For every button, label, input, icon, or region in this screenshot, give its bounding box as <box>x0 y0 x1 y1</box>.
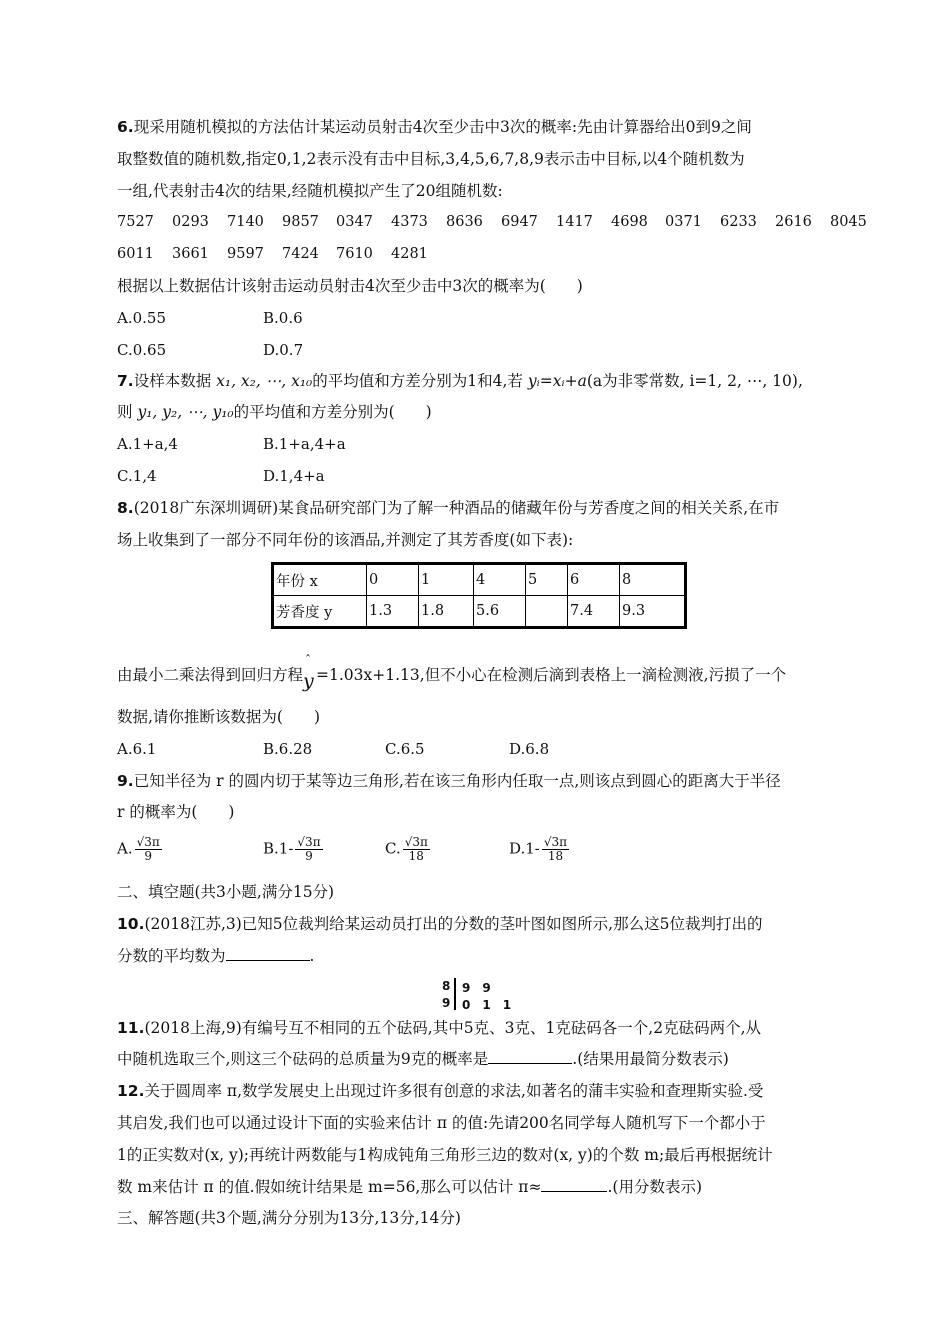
q10-text2: 分数的平均数为 <box>117 947 226 965</box>
numerator: √3π <box>543 835 568 849</box>
random-number: 2616 <box>775 214 812 230</box>
y-hat <box>303 653 316 692</box>
option-label: A. <box>117 839 133 858</box>
q12-line1 <box>117 1081 763 1101</box>
table-cell: 年份 x <box>273 564 367 596</box>
q9-option-a <box>117 836 162 863</box>
q12-text1: 关于圆周率 π,数学发展史上出现过许多很有创意的求法,如著名的蒲丰实验和查理斯实验.受 <box>144 1082 764 1100</box>
section-3-heading: 三、解答题(共3个题,满分分别为13分,13分,14分) <box>117 1209 461 1227</box>
q8-text3: 由最小二乘法得到回归方程 <box>117 666 304 684</box>
random-number: 6947 <box>501 214 538 230</box>
q6-number: 6. <box>117 118 134 136</box>
denominator: 18 <box>547 849 564 863</box>
q6-question: 根据以上数据估计该射击运动员射击4次至少击中3次的概率为( ) <box>117 277 583 295</box>
table-cell: 7.4 <box>568 596 620 628</box>
q8-text3b: =1.03x+1.13,但不小心在检测后滴到表格上一滴检测液,污损了一个 <box>316 666 787 684</box>
q6-line2: 取整数值的随机数,指定0,1,2表示没有击中目标,3,4,5,6,7,8,9表示击中目标,以4个随机数为 <box>117 150 745 168</box>
table-cell: 4 <box>474 564 526 596</box>
numerator: √3π <box>404 835 428 849</box>
q12-number: 12. <box>117 1082 145 1100</box>
numerator: √3π <box>297 835 321 849</box>
random-number: 7610 <box>336 246 373 262</box>
q9-option-c <box>385 836 430 863</box>
q12-line3: 1的正实数对(x, y);再统计两数能与1构成钝角三角形三边的数对(x, y)的个数 m;最后再根据统计 <box>117 1146 773 1164</box>
random-number: 4698 <box>611 214 648 230</box>
q10-end: . <box>309 947 315 965</box>
q8-line1 <box>117 498 779 518</box>
stem-divider <box>454 978 456 1010</box>
table-cell: 1.3 <box>367 596 419 628</box>
q8-line4: 数据,请你推断该数据为( ) <box>117 708 321 726</box>
q6-line3: 一组,代表射击4次的结果,经随机模拟产生了20组随机数: <box>117 182 503 200</box>
q6-text1: 现采用随机模拟的方法估计某运动员射击4次至少击中3次的概率:先由计算器给出0到9之间 <box>133 118 752 136</box>
q7-number: 7. <box>117 372 134 390</box>
answer-blank[interactable] <box>488 1049 572 1064</box>
q7-text: 设样本数据 <box>133 372 217 390</box>
table-cell: 1 <box>419 564 474 596</box>
q8-number: 8. <box>117 499 134 517</box>
table-cell: 8 <box>620 564 686 596</box>
denominator: 9 <box>305 849 313 863</box>
random-number: 9597 <box>227 246 264 262</box>
q12-line4 <box>117 1177 702 1197</box>
q8-option-a: A.6.1 <box>117 740 157 758</box>
q7-vars: x₁, x₂, ⋯, x₁₀ <box>216 372 313 390</box>
fraction <box>135 836 162 863</box>
random-number: 9857 <box>282 214 319 230</box>
fraction <box>403 836 430 863</box>
q12-text4: 数 m来估计 π 的值.假如统计结果是 m=56,那么可以估计 π≈ <box>117 1178 542 1196</box>
table-cell: 0 <box>367 564 419 596</box>
table-row <box>273 564 686 596</box>
q10-number: 10. <box>117 915 145 933</box>
q7-option-c: C.1,4 <box>117 467 157 485</box>
option-label: D.1- <box>509 839 540 858</box>
random-number: 6233 <box>720 214 757 230</box>
q7-option-d: D.1,4+a <box>263 467 325 485</box>
table-cell <box>526 596 568 628</box>
q7-text: (a为非零常数, i=1, 2, ⋯, 10), <box>586 372 803 390</box>
q11-text1: (2018上海,9)有编号互不相同的五个砝码,其中5克、3克、1克砝码各一个,2克砝码两个,从 <box>144 1019 762 1037</box>
random-number: 0293 <box>172 214 209 230</box>
leaf-values: 9 9 <box>462 981 491 995</box>
q11-text2b: .(结果用最简分数表示) <box>572 1050 729 1068</box>
q8-option-b: B.6.28 <box>263 740 313 758</box>
q6-option-a: A.0.55 <box>117 309 166 327</box>
q9-text1: 已知半径为 r 的圆内切于某等边三角形,若在该三角形内任取一点,则该点到圆心的距离大于半径 <box>133 772 781 790</box>
fraction <box>295 836 322 863</box>
option-label: B.1- <box>263 839 294 858</box>
q7-option-a: A.1+a,4 <box>117 435 178 453</box>
denominator: 9 <box>144 849 153 863</box>
table-cell: 6 <box>568 564 620 596</box>
random-number: 6011 <box>117 246 154 262</box>
q12-line2: 其启发,我们也可以通过设计下面的实验来估计 π 的值:先请200名同学每人随机写下一个都小于 <box>117 1114 766 1132</box>
q12-text4b: .(用分数表示) <box>607 1178 702 1196</box>
answer-blank[interactable] <box>226 946 310 961</box>
q9-number: 9. <box>117 772 134 790</box>
q9-option-b <box>263 836 323 863</box>
stem-value: 8 <box>442 979 451 993</box>
q11-line1 <box>117 1018 761 1038</box>
q7-vars: y₁, y₂, ⋯, y₁₀ <box>137 403 234 421</box>
q7-text: 的平均值和方差分别为( ) <box>233 403 432 421</box>
q9-option-d <box>509 836 569 863</box>
stem-value: 9 <box>442 996 451 1010</box>
q11-line2 <box>117 1049 729 1069</box>
table-cell: 5 <box>526 564 568 596</box>
q7-option-b: B.1+a,4+a <box>263 435 346 453</box>
option-label: C. <box>385 839 401 858</box>
random-number: 7140 <box>227 214 264 230</box>
q8-text1: (2018广东深圳调研)某食品研究部门为了解一种酒品的储藏年份与芳香度之间的相关关系,在市 <box>133 499 780 517</box>
leaf-values: 0 1 1 <box>462 998 512 1012</box>
q6-line1 <box>117 117 752 137</box>
random-number: 0347 <box>336 214 373 230</box>
fraction <box>542 836 569 863</box>
q6-option-d: D.0.7 <box>263 341 304 359</box>
table-cell: 1.8 <box>419 596 474 628</box>
y-symbol: y <box>303 670 314 692</box>
q10-text1: (2018江苏,3)已知5位裁判给某运动员打出的分数的茎叶图如图所示,那么这5位裁判打出的 <box>144 915 763 933</box>
denominator: 18 <box>408 849 424 863</box>
table-row <box>273 596 686 628</box>
random-number: 7527 <box>117 214 154 230</box>
q7-text: 则 <box>117 403 138 421</box>
hat-mark: ˆ <box>305 653 312 667</box>
q8-option-c: C.6.5 <box>385 740 425 758</box>
numerator: √3π <box>136 835 160 849</box>
table-cell: 5.6 <box>474 596 526 628</box>
q10-line2 <box>117 946 314 966</box>
q8-line3 <box>117 653 787 692</box>
q6-option-c: C.0.65 <box>117 341 167 359</box>
q6-option-b: B.0.6 <box>263 309 303 327</box>
random-number: 0371 <box>665 214 702 230</box>
random-number: 8636 <box>446 214 483 230</box>
q7-line2 <box>117 402 432 422</box>
random-number: 4373 <box>391 214 428 230</box>
q7-eq: yᵢ=xᵢ+a <box>527 372 587 390</box>
q7-line1 <box>117 371 803 391</box>
aroma-table <box>271 562 687 629</box>
random-number: 4281 <box>391 246 428 262</box>
random-number: 8045 <box>830 214 867 230</box>
q8-line2: 场上收集到了一部分不同年份的该酒品,并测定了其芳香度(如下表): <box>117 531 574 549</box>
q9-line2: r 的概率为( ) <box>117 803 235 821</box>
q11-number: 11. <box>117 1019 145 1037</box>
table-cell: 9.3 <box>620 596 686 628</box>
random-number: 1417 <box>556 214 593 230</box>
q7-text: 的平均值和方差分别为1和4,若 <box>312 372 528 390</box>
q11-text2: 中随机选取三个,则这三个砝码的总质量为9克的概率是 <box>117 1050 489 1068</box>
q9-line1 <box>117 771 781 791</box>
section-2-heading: 二、填空题(共3小题,满分15分) <box>117 883 335 901</box>
random-number: 7424 <box>282 246 319 262</box>
random-number: 3661 <box>172 246 209 262</box>
q8-option-d: D.6.8 <box>509 740 550 758</box>
answer-blank[interactable] <box>541 1177 607 1192</box>
table-cell: 芳香度 y <box>273 596 367 628</box>
q10-line1 <box>117 914 762 934</box>
